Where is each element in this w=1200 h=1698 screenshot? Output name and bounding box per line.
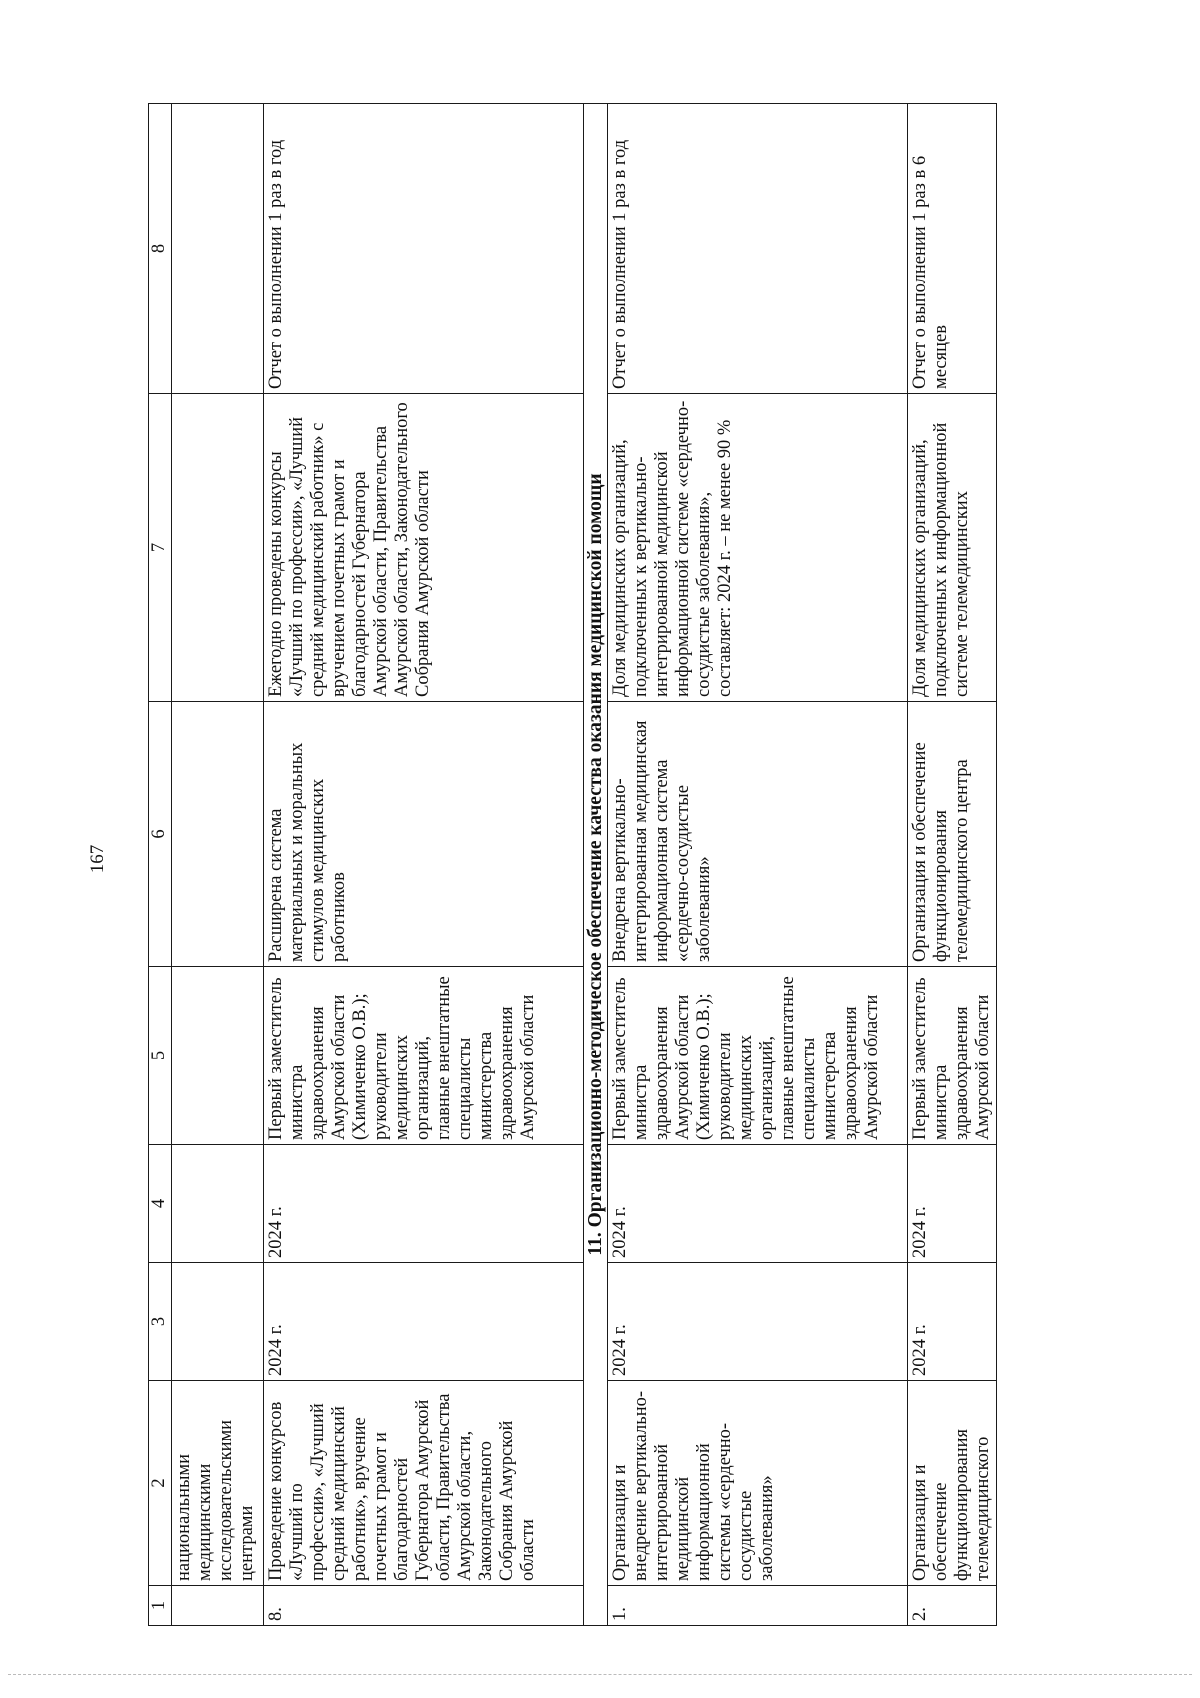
- reporting-cell: Отчет о выполнении 1 раз в год: [608, 104, 908, 394]
- event-name-cell: Организация и внедрение вертикально-интегрированной медицинской информационной системы «сердечно-сосудистые заболевания»: [608, 1381, 908, 1586]
- table-row: [908, 104, 997, 1626]
- start-date-cell: 2024 г.: [264, 1263, 584, 1381]
- responsible-cell: [172, 967, 264, 1145]
- end-date-cell: 2024 г.: [908, 1145, 997, 1263]
- row-number: [172, 1586, 264, 1626]
- page-number: 167: [87, 844, 108, 874]
- rotated-table-container: [148, 104, 1170, 1626]
- row-number: 2.: [908, 1586, 997, 1626]
- reporting-cell: Отчет о выполнении 1 раз в год: [264, 104, 584, 394]
- result-cell: [172, 702, 264, 967]
- indicator-cell: Доля медицинских организаций, подключенных к вертикально-интегрированной медицинской информационной системе «сердечно-сосудистые заболевания», составляет: 2024 г. – не менее 90 %: [608, 394, 908, 702]
- section-heading-row: [584, 104, 608, 1626]
- row-number: 8.: [264, 1586, 584, 1626]
- result-cell: Внедрена вертикально-интегрированная медицинская информационная система «сердечно-сосудистые заболевания»: [608, 702, 908, 967]
- event-name-cell: Организация и обеспечение функционирования телемедицинского: [908, 1381, 997, 1586]
- indicator-cell: Доля медицинских организаций, подключенных к информационной системе телемедицинских: [908, 394, 997, 702]
- column-header: 7: [149, 394, 172, 702]
- column-header: 6: [149, 702, 172, 967]
- table-header-row: [149, 104, 172, 1626]
- event-name-cell: национальными медицинскими исследовательскими центрами: [172, 1381, 264, 1586]
- scan-edge-divider: [8, 1674, 1192, 1675]
- end-date-cell: [172, 1145, 264, 1263]
- responsible-cell: Первый заместитель министра здравоохранения Амурской области (Химиченко О.В.); руководители медицинских организаций, главные внештатные специалисты министерства здравоохранения Амурской области: [608, 967, 908, 1145]
- responsible-cell: Первый заместитель министра здравоохранения Амурской области: [908, 967, 997, 1145]
- table-row: [264, 104, 584, 1626]
- column-header: 3: [149, 1263, 172, 1381]
- row-number: 1.: [608, 1586, 908, 1626]
- result-cell: Организация и обеспечение функционирования телемедицинского центра: [908, 702, 997, 967]
- responsible-cell: Первый заместитель министра здравоохранения Амурской области (Химиченко О.В.); руководители медицинских организаций, главные внештатные специалисты министерства здравоохранения Амурской области: [264, 967, 584, 1145]
- section-title: 11. Организационно-методическое обеспечение качества оказания медицинской помощи: [584, 104, 608, 1626]
- result-cell: Расширена система материальных и моральных стимулов медицинских работников: [264, 702, 584, 967]
- table-row: [172, 104, 264, 1626]
- event-name-cell: Проведение конкурсов «Лучший по профессии», «Лучший средний медицинский работник», вручение почетных грамот и благодарностей Губернатора Амурской области, Правительства Амурской области, Законодательного Собрания Амурской области: [264, 1381, 584, 1586]
- table-row: [608, 104, 908, 1626]
- indicator-cell: Ежегодно проведены конкурсы «Лучший по профессии», «Лучший средний медицинский работник» с вручением почетных грамот и благодарностей Губернатора Амурской области, Правительства Амурской области, Законодательного Собрания Амурской области: [264, 394, 584, 702]
- end-date-cell: 2024 г.: [264, 1145, 584, 1263]
- column-header: 2: [149, 1381, 172, 1586]
- column-header: 4: [149, 1145, 172, 1263]
- start-date-cell: 2024 г.: [608, 1263, 908, 1381]
- start-date-cell: 2024 г.: [908, 1263, 997, 1381]
- column-header: 8: [149, 104, 172, 394]
- indicator-cell: [172, 394, 264, 702]
- plan-table: [148, 103, 997, 1626]
- column-header: 1: [149, 1586, 172, 1626]
- column-header: 5: [149, 967, 172, 1145]
- start-date-cell: [172, 1263, 264, 1381]
- end-date-cell: 2024 г.: [608, 1145, 908, 1263]
- reporting-cell: Отчет о выполнении 1 раз в 6 месяцев: [908, 104, 997, 394]
- reporting-cell: [172, 104, 264, 394]
